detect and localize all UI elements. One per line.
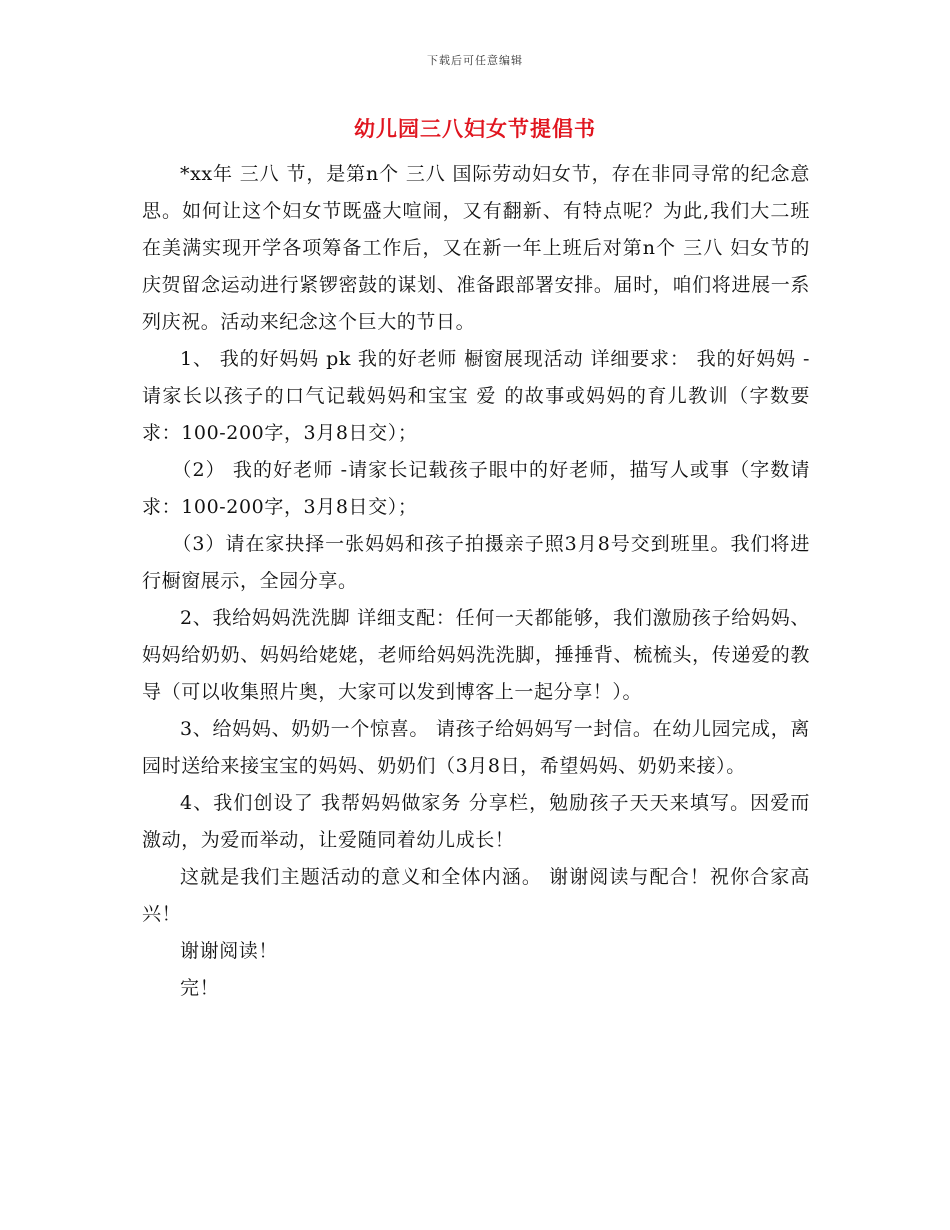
paragraph-end: 完！	[180, 977, 220, 999]
paragraph-item-3: 3、给妈妈、奶奶一个惊喜。 请孩子给妈妈写一封信。在幼儿园完成，离园时送给来接宝宝的妈妈、奶奶们（3月8日，希望妈妈、奶奶来接）。	[142, 718, 810, 777]
paragraph-closing: 这就是我们主题活动的意义和全体内涵。 谢谢阅读与配合！祝你合家高兴！	[142, 866, 810, 925]
paragraph-intro: *xx年 三八 节，是第n个 三八 国际劳动妇女节，存在非同寻常的纪念意思。如何让这个妇女节既盛大喧闹，又有翻新、有特点呢？为此,我们大二班在美满实现开学各项筹备工作后，又在新一年上班后对第n个 三八 妇女节的庆贺留念运动进行紧锣密鼓的谋划、准备跟部署安排。届时，咱们将进展一系列庆祝。活动来纪念这个巨大的节日。	[142, 163, 810, 333]
paragraph-item-1-2: （2） 我的好老师 -请家长记载孩子眼中的好老师，描写人或事（字数请求：100-200字，3月8日交）；	[142, 459, 810, 518]
paragraph-item-1-3: （3）请在家抉择一张妈妈和孩子拍摄亲子照3月8号交到班里。我们将进行橱窗展示，全园分享。	[142, 533, 810, 592]
paragraph-item-1: 1、 我的好妈妈 pk 我的好老师 橱窗展现活动 详细要求： 我的好妈妈 -请家长以孩子的口气记载妈妈和宝宝 爱 的故事或妈妈的育儿教训（字数要求：100-200字，3月8日交）；	[142, 348, 810, 444]
header-note: 下载后可任意编辑	[427, 54, 523, 67]
paragraph-item-4: 4、我们创设了 我帮妈妈做家务 分享栏，勉励孩子天天来填写。因爱而激动，为爱而举动，让爱随同着幼儿成长！	[142, 792, 810, 851]
paragraph-thanks: 谢谢阅读！	[180, 940, 279, 962]
paragraph-item-2: 2、我给妈妈洗洗脚 详细支配：任何一天都能够，我们激励孩子给妈妈、妈妈给奶奶、妈妈给姥姥，老师给妈妈洗洗脚，捶捶背、梳梳头，传递爱的教导（可以收集照片奥，大家可以发到博客上一起分享！）。	[142, 607, 810, 703]
document-body	[142, 156, 810, 1007]
document-title: 幼儿园三八妇女节提倡书	[354, 117, 596, 141]
